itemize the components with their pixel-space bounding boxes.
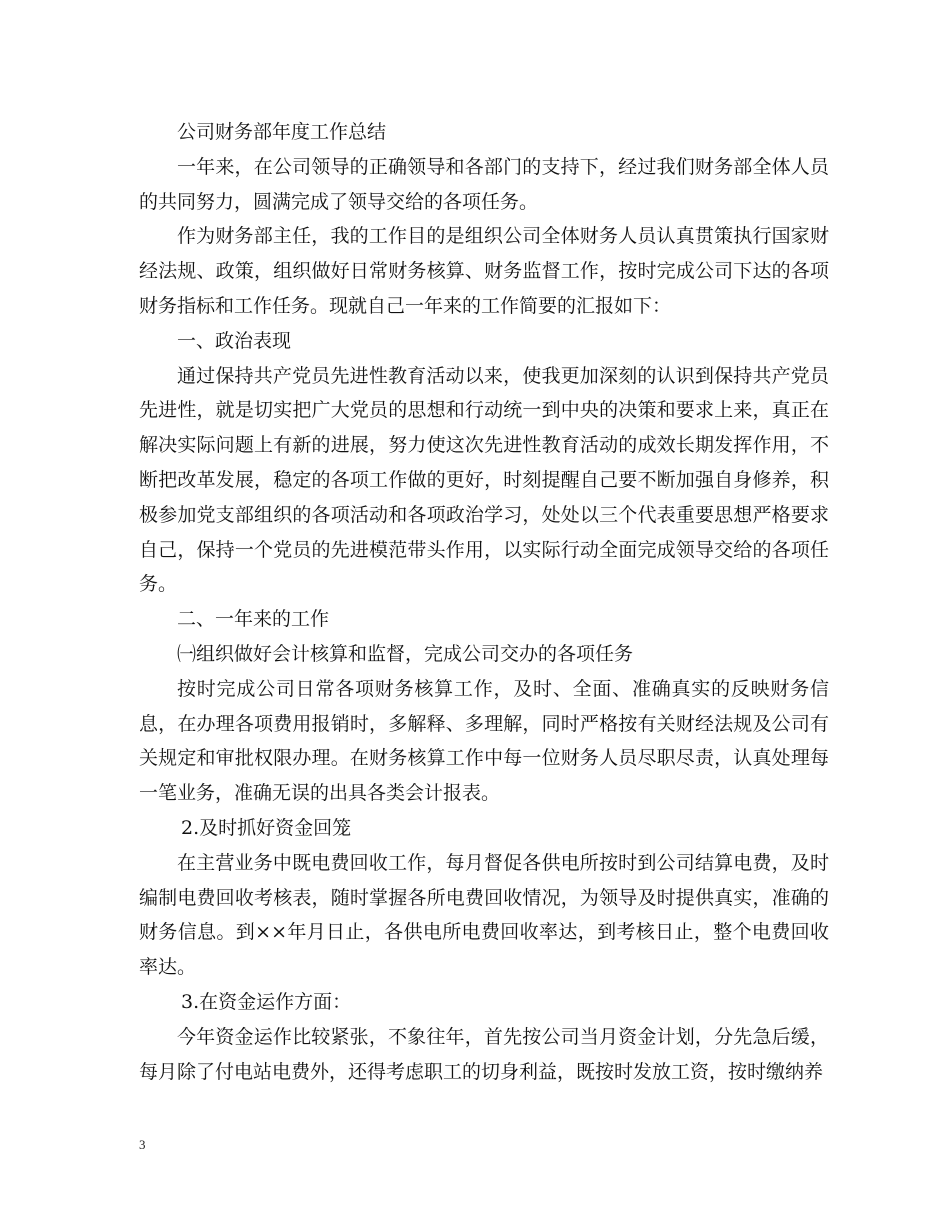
page-number: 3 [139, 1137, 146, 1152]
paragraph-capital-operation: 今年资金运作比较紧张，不象往年，首先按公司当月资金计划，分先急后缓，每月除了付电站电费外，还得考虑职工的切身利益，既按时发放工资，按时缴纳养 [139, 1025, 829, 1083]
document-title: 公司财务部年度工作总结 [177, 121, 387, 143]
subheading-capital-operation: 3.在资金运作方面： [181, 990, 352, 1013]
subheading-accounting: ㈠组织做好会计核算和监督，完成公司交办的各项任务 [177, 642, 634, 665]
subheading-funds-recovery: 2.及时抓好资金回笼 [181, 816, 352, 839]
paragraph-political: 通过保持共产党员先进性教育活动以来，使我更加深刻的认识到保持共产党员先进性，就是切实把广大党员的思想和行动统一到中央的决策和要求上来，真正在解决实际问题上有新的进展，努力使这次先进性教育活动的成效长期发挥作用，不断把改革发展，稳定的各项工作做的更好，时刻提醒自己要不断加强自身修养，积极参加党支部组织的各项活动和各项政治学习，处处以三个代表重要思想严格要求自己，保持一个党员的先进模范带头作用，以实际行动全面完成领导交给的各项任务。 [139, 364, 829, 596]
paragraph-funds-recovery: 在主营业务中既电费回收工作，每月督促各供电所按时到公司结算电费，及时编制电费回收考核表，随时掌握各所电费回收情况，为领导及时提供真实，准确的财务信息。到××年月日止，各供电所电费回收率达，到考核日止，整个电费回收率达。 [139, 851, 829, 979]
section-heading-work: 二、一年来的工作 [177, 608, 330, 631]
document-body [139, 115, 829, 1089]
paragraph-role: 作为财务部主任，我的工作目的是组织公司全体财务人员认真贯策执行国家财经法规、政策，组织做好日常财务核算、财务监督工作，按时完成公司下达的各项财务指标和工作任务。现就自己一年来的工作简要的汇报如下： [139, 225, 829, 317]
section-heading-political: 一、政治表现 [177, 329, 292, 352]
paragraph-intro: 一年来，在公司领导的正确领导和各部门的支持下，经过我们财务部全体人员的共同努力，圆满完成了领导交给的各项任务。 [139, 155, 829, 213]
paragraph-accounting: 按时完成公司日常各项财务核算工作，及时、全面、准确真实的反映财务信息，在办理各项费用报销时，多解释、多理解，同时严格按有关财经法规及公司有关规定和审批权限办理。在财务核算工作中每一位财务人员尽职尽责，认真处理每一笔业务，准确无误的出具各类会计报表。 [139, 677, 829, 805]
